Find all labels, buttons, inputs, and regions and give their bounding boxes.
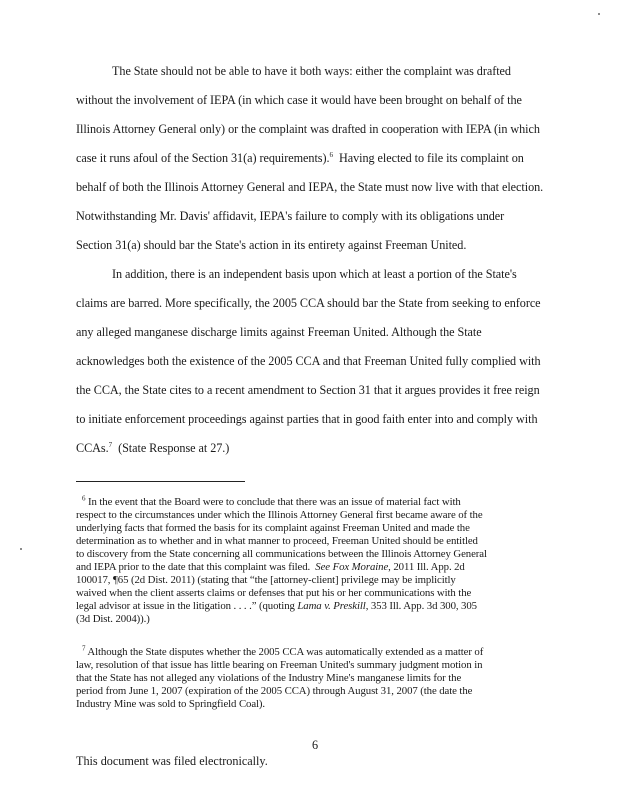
footnote-number: 6 — [82, 494, 86, 503]
body-line: Illinois Attorney General only) or the complaint was drafted in cooperation with IEPA (in which — [76, 122, 540, 136]
body-line: claims are barred. More specifically, the 2005 CCA should bar the State from seeking to enforce — [76, 296, 541, 310]
footnote-ref-7: 7 — [108, 440, 113, 449]
case-cite: Lama v. Preskill — [297, 600, 366, 612]
body-line: In addition, there is an independent basis upon which at least a portion of the State's — [112, 267, 517, 281]
footnote-line: $^6$ In the event that the Board were to conclude that there was an issue of material fact with — [82, 494, 461, 508]
footnote-line: period from June 1, 2007 (expiration of the 2005 CCA) through August 31, 2007 (the date the — [76, 685, 473, 697]
scan-speck — [598, 13, 600, 15]
body-line: Section 31(a) should bar the State's action in its entirety against Freeman United. — [76, 238, 467, 252]
body-line: CCAs.$^7$ (State Response at 27.) — [76, 440, 230, 455]
footnote-line: legal advisor at issue in the litigation . . . .” (quoting Lama v. Preskill, 353 Ill. App. 3d 300, 305 — [76, 600, 477, 612]
footnote-line: Industry Mine was sold to Springfield Coal). — [76, 698, 266, 710]
footnote-line: to discovery from the State concerning all communications between the Illinois Attorney General — [76, 548, 487, 560]
footnote-line: determination as to whether and in what manner to proceed, Freeman United should be entitled — [76, 535, 478, 547]
footnote-line: (3d Dist. 2004)).) — [76, 613, 150, 625]
footnote-line: that the State has not alleged any violations of the Industry Mine's manganese limits for the — [76, 672, 462, 684]
body-line: acknowledges both the existence of the 2005 CCA and that Freeman United fully complied with — [76, 354, 541, 368]
footnote-number: 7 — [82, 644, 86, 653]
footnote-divider — [76, 481, 245, 482]
footnote-line: 100017, ¶65 (2d Dist. 2011) (stating that “the [attorney-client] privilege may be implicitly — [76, 574, 456, 586]
footnote-line: underlying facts that formed the basis for its complaint against Freeman United and made the — [76, 522, 470, 534]
footnote-line: respect to the circumstances under which the Illinois Attorney General first became aware of the — [76, 509, 483, 521]
body-line: to initiate enforcement proceedings against parties that in good faith enter into and comply with — [76, 412, 538, 426]
footnote-line: waived when the client asserts claims or defenses that put his or her communications with the — [76, 587, 472, 599]
body-line: without the involvement of IEPA (in which case it would have been brought on behalf of the — [76, 93, 522, 107]
body-line: the CCA, the State cites to a recent amendment to Section 31 that it argues provides it free reign — [76, 383, 540, 397]
body-line: behalf of both the Illinois Attorney General and IEPA, the State must now live with that election. — [76, 180, 544, 194]
case-cite: See Fox Moraine — [315, 561, 389, 573]
footnote-line: and IEPA prior to the date that this complaint was filed. See Fox Moraine, 2011 Ill. App. 2d — [76, 561, 465, 573]
body-line: any alleged manganese discharge limits against Freeman United. Although the State — [76, 325, 482, 339]
filing-footer: This document was filed electronically. — [76, 754, 268, 768]
page-number: 6 — [312, 738, 319, 752]
footnote-line: $^7$ Although the State disputes whether the 2005 CCA was automatically extended as a matter of — [82, 644, 484, 658]
body-line: The State should not be able to have it both ways: either the complaint was drafted — [112, 64, 511, 78]
body-line: case it runs afoul of the Section 31(a) requirements).$^6$ Having elected to file its complaint on — [76, 150, 524, 165]
scan-speck — [20, 548, 22, 550]
footnote-ref-6: 6 — [329, 150, 333, 159]
footnote-line: law, resolution of that issue has little bearing on Freeman United's summary judgment motion in — [76, 659, 483, 671]
body-line: Notwithstanding Mr. Davis' affidavit, IEPA's failure to comply with its obligations under — [76, 209, 505, 223]
